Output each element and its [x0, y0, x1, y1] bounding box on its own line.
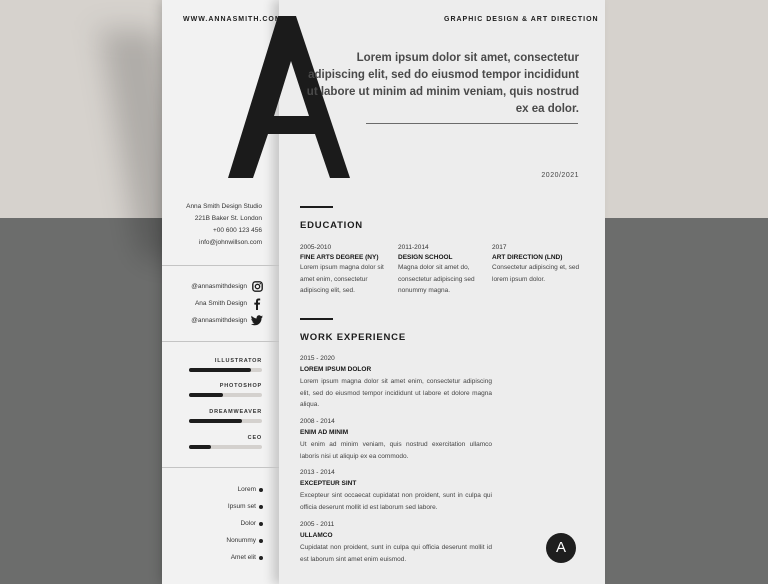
monogram-logo-icon: A [546, 533, 576, 563]
list-item: Ipsum set [227, 503, 256, 510]
experience-title: WORK EXPERIENCE [300, 332, 406, 343]
divider [162, 341, 279, 342]
skill-label: ILLUSTRATOR [214, 358, 262, 364]
bullet-dot [259, 522, 263, 526]
education-years: 2005-2010 [300, 244, 332, 251]
contact-studio: Anna Smith Design Studio [186, 203, 262, 210]
social-twitter[interactable] [168, 315, 263, 327]
education-item [398, 244, 490, 297]
twitter-icon [251, 315, 263, 326]
education-degree: ART DIRECTION (LND) [492, 254, 563, 261]
skill-bar-illustrator [189, 368, 262, 372]
headline: GRAPHIC DESIGN & ART DIRECTION [444, 16, 599, 23]
social-label: Ana Smith Design [194, 300, 247, 307]
skill-bar-fill [189, 368, 251, 372]
contact-address: 221B Baker St. London [194, 215, 262, 222]
section-rule [300, 318, 333, 320]
list-item: Dolor [240, 520, 256, 527]
skill-label: CEO [247, 435, 262, 441]
education-text: Lorem ipsum magna dolor sit amet enim, consectetur adipiscing elit, sed. [300, 264, 384, 294]
divider [162, 467, 279, 468]
skill-label: DREAMWEAVER [209, 409, 262, 415]
job-role: ENIM AD MINIM [300, 429, 349, 436]
job-text: Cupidatat non proident, sunt in culpa qui officia deserunt mollit id est laborum sint amet enim euismod. [300, 544, 492, 563]
education-title: EDUCATION [300, 220, 363, 231]
education-degree: DESIGN SCHOOL [398, 254, 453, 261]
skill-bar-photoshop [189, 393, 262, 397]
skill-bar-dreamweaver [189, 419, 262, 423]
education-item [492, 244, 582, 285]
education-text: Consectetur adipiscing et, sed lorem ipsum dolor. [492, 264, 580, 283]
intro-rule [366, 123, 578, 124]
job-text: Ut enim ad minim veniam, quis nostrud exercitation ullamco laboris nisi ut aliquip ex ea commodo. [300, 441, 492, 460]
education-years: 2011-2014 [398, 244, 429, 251]
contact-phone: +00 600 123 456 [213, 227, 262, 234]
education-text: Magna dolor sit amet do, consectetur adipiscing sed nonummy magna. [398, 264, 475, 294]
job-years: 2013 - 2014 [300, 469, 335, 476]
facebook-icon [252, 298, 263, 310]
bullet-dot [259, 505, 263, 509]
bullet-dot [259, 488, 263, 492]
contact-email[interactable]: info@johnwillson.com [199, 239, 262, 246]
job-role: LOREM IPSUM DOLOR [300, 366, 372, 373]
skill-label: PHOTOSHOP [219, 383, 262, 389]
intro-text: Lorem ipsum dolor sit amet, consectetur adipiscing elit, sed do eiusmod tempor incididunt ut labore ut minim ad minim veniam, quis nostrud ex ea dolor. [306, 52, 579, 115]
education-years: 2017 [492, 244, 507, 251]
website-url[interactable]: WWW.ANNASMITH.COM [183, 16, 282, 23]
skill-bar-fill [189, 445, 211, 449]
education-degree: FINE ARTS DEGREE (NY) [300, 254, 379, 261]
education-item [300, 244, 392, 297]
job-years: 2015 - 2020 [300, 355, 335, 362]
social-instagram[interactable] [168, 281, 263, 293]
instagram-icon [252, 281, 263, 292]
job-years: 2005 - 2011 [300, 521, 335, 528]
years-label: 2020/2021 [541, 172, 579, 179]
bullet-dot [259, 539, 263, 543]
social-label: @annasmithdesign [191, 317, 247, 324]
social-facebook[interactable] [168, 298, 263, 310]
skill-bar-fill [189, 419, 242, 423]
skill-bar-fill [189, 393, 223, 397]
list-item: Amet elit [230, 554, 256, 561]
social-label: @annasmithdesign [191, 283, 247, 290]
list-item: Nonummy [226, 537, 256, 544]
job-text: Lorem ipsum magna dolor sit amet enim, consectetur adipiscing elit, sed do eiusmod tempor incididunt ut labore et dolore magna aliqua. [300, 378, 492, 408]
section-rule [300, 206, 333, 208]
job-role: ULLAMCO [300, 532, 333, 539]
job-years: 2008 - 2014 [300, 418, 335, 425]
bullet-dot [259, 556, 263, 560]
skill-bar-ceo [189, 445, 262, 449]
job-role: EXCEPTEUR SINT [300, 480, 357, 487]
divider [162, 265, 279, 266]
job-text: Excepteur sint occaecat cupidatat non proident, sunt in culpa qui officia deserunt mollit id est laborum sed labore. [300, 492, 492, 511]
list-item: Lorem [237, 486, 256, 493]
